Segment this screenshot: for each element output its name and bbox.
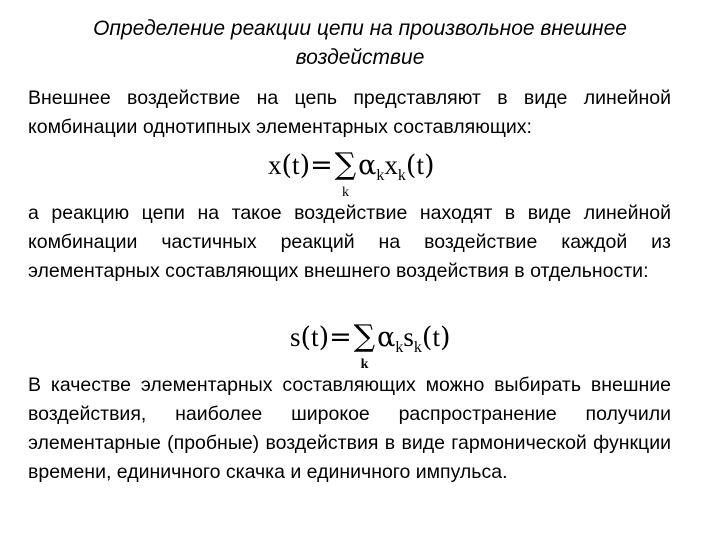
slide-title-line-1: Определение реакции цепи на произвольное внешнее xyxy=(93,17,627,40)
sum-symbol: ∑ k xyxy=(354,322,375,352)
slide-title xyxy=(30,14,690,72)
term-subscript: k xyxy=(397,167,406,184)
paragraph-circuit-response: а реакцию цепи на такое воздействие находят в виде линейной комбинации частичных реакций на воздействие каждой из элементарных составляющих внешнего воздействия в отдельности: xyxy=(28,202,671,282)
formula-arg: t xyxy=(311,322,319,352)
formula-lhs: x xyxy=(268,150,282,180)
formula-circuit-response: s(t)=∑ k $\alpha_ks_k(t)$ xyxy=(290,322,451,357)
coefficient-subscript: k xyxy=(395,339,404,356)
term-arg: t xyxy=(432,322,440,352)
term-subscript: k xyxy=(413,339,422,356)
term-symbol: s xyxy=(403,322,414,352)
formula-arg: t xyxy=(292,150,300,180)
term-symbol: x xyxy=(384,150,398,180)
coefficient-subscript: k xyxy=(376,167,385,184)
sum-index: k xyxy=(341,185,349,200)
slide-title-line-2: воздействие xyxy=(295,46,425,69)
coefficient-alpha: α xyxy=(358,150,377,181)
formula-lhs: s xyxy=(290,322,301,352)
coefficient-alpha: α xyxy=(377,322,396,353)
sum-symbol: ∑ k xyxy=(335,150,356,180)
formula-external-action: x(t)=∑ k $\alpha_kx_k(t)$ xyxy=(268,150,435,185)
paragraph-external-action: Внешнее воздействие на цепь представляют в виде линейной комбинации однотипных элементарных составляющих: xyxy=(28,87,671,138)
paragraph-elementary-components: В качестве элементарных составляющих можно выбирать внешние воздействия, наиболее широкое распространение получили элементарные (пробные) воздействия в виде гармонической функции времени, единичного скачка и единичного импульса. xyxy=(28,374,671,483)
term-arg: t xyxy=(416,150,424,180)
sum-index: k xyxy=(360,357,369,372)
